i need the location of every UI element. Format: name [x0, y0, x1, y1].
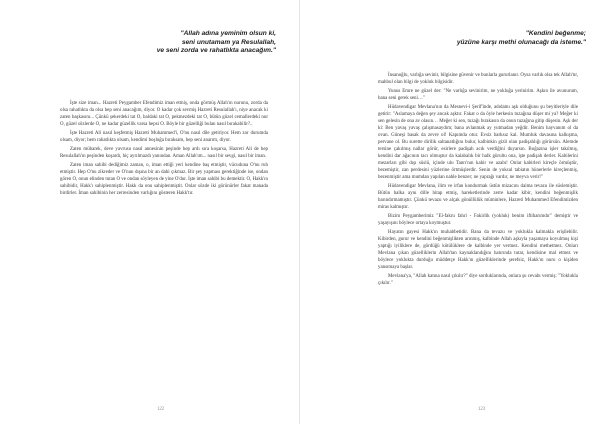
right-page [300, 0, 600, 424]
paragraph: Mevlana'ya, "Allah katına nasıl çıkılır?" diye sorduklarında, onlara şu cevabı vermiş: "Yoklukla çıkılır." [378, 274, 578, 287]
page-number: 123 [478, 407, 486, 412]
paragraph: Bizim Peygamberimiz "El-fakru fahri - Fakirlik (yokluk) benim iftiharımdır" demiştir ve yaşayışını böylece ortaya koymuştur. [378, 214, 578, 227]
paragraph: Yunus Emre ne güzel der: "Ne varlığa sevinirim, ne yokluğa yerinirim. Aşkın ile avunurum, bana seni gerek seni…" [378, 88, 578, 101]
paragraph: Zaten iman sahibi dediğimiz zaman, o, iman ettiği yeri kendine baş etmiştir, vücuduna O'nu ruh etmiştir. Hep O'nu zikreder ve O'nun dışına bir an dahi çıkmaz. Bir şey yapması gerektiğinde ise, ondan gören O, onun elinden tutan O ve ondan söyleyen de yine O'dur. İşte iman sahibi bu demektir. O, Hakk'ın sahibidir, Hakk'ı sahiplenmiştir. Hakk da onu sahiplenmiştir. Onlar sözde iki görünürler fakat manada birdirler. İman sahibinin her zerresinden varlığını gösteren Hakk'tır. [60, 162, 269, 196]
epigraph-line: yüzüne karşı methi olunacağı da isteme." [456, 38, 586, 46]
epigraph-line: ve seni zorda ve rahatlıkta anacağım." [156, 47, 276, 55]
paragraph: İnsanoğlu, varlığa sevinir, bilgisine güvenir ve bunlarla gururlanır. Oysa varlık olsa tek Allah'tır, mahbul olan bilgi de yokluk bilgisidir. [378, 73, 578, 86]
right-page-epigraph [457, 30, 586, 47]
epigraph-line: "Kendini beğenme; [525, 30, 586, 37]
paragraph: Hüdavendigar Mevlana'nın da Mesnevi-i Şerif'inde, adıdamı aşk olduğunu şu beyitleriyle dile getirir: "Aslamaya değen şey ancak aşktır. Fakat o da öyle herkesin tuzağına düşer mi ya? Meğer ki sen gelesin de ona av olasın… Meğer ki sen, tuzağı bırakasın da onun tuzağına gitip düşesin. Aşk der ki: Ben yavaş yavaş çalışmasaydım; bana avlanmak ay yutmadan yeğdir. Benim hayvanım ol da ovan. Güneşi basak da zevre ol! Kapımda otur. Evsiz barksız kal. Mumluk davasına kalkışma, pervane ol. Bu surette dirilik saltanatlığını bulur, kalbinkin gizli olan padişahlığı görürsün. Alemde tersine çakılmış nallar görür, esirlere padişah acık verdiğini duyarsın. Boğazına işler takılmış, kendini dar ağacının tacı olmuştur da kalabalık bir halk gürultu ona, işte padişah derler. Kabilerini mezarları gibi dışı süslü, içinde ulu Tanrı'nın kahir ve azabı! Onlar kabirleri kireçle örmüştür, bezemiştir, zan perdesini yüzlerine örtmüşlerdir. Senin de yoksul tabiatın hünerlerle kireçlenmiş, bezenmiştir ama mumdan yapılan nahle benzer; ne yaprağı vardır, ne meyva verir!" [378, 104, 578, 181]
paragraph: Hüdavendigar Mevlana, ilim ve irfan kondurmak üstün mizacını daima tevazu ile süslemiştir. Bütün halka aynı dille hitap etmiş, hareketlerinde zerre kadar kibir, kendini beğenmişlik barındırmamıştır. Çünkü tevazu ve alçak gönüllülük müminlere, Hazreti Muhammed Efendimizden miras kalmıştır. [378, 184, 578, 211]
paragraph: İşte Hazreti Ali nasıl keşfetmiş Hazreti Muhammed'i, O'nu nasıl dile getiriyor. Hem zor durumda olsam, diyor; hem rahatlıkta olsam, kendimi boşluğa bıraksam, hep seni anarım, diyor. [60, 130, 268, 144]
left-page-body [60, 100, 268, 199]
epigraph-line: "Allah adına yeminim olsun ki, [180, 30, 276, 37]
left-page-epigraph [157, 30, 276, 56]
page-number: 122 [157, 407, 165, 412]
paragraph: Zaten mübarek, deve yavrusu nasıl annesinin peşinde hep ardı sıra koşarsa, Hazreti Ali de hep Resulallah'ın peşinden koşardı, hiç ayrılmazdı yanından. Aman Allah'ım... nasıl bir sevgi, nasıl bir iman. [60, 146, 268, 159]
paragraph: İşte size iman... Hazreti Peygamber Efendimiz iman etmiş, onda görmüş Allah'ın nurunu, zorda da olsa rahatlıkta da olsa hep seni anacağım, diyor. O kadar çok sevmiş Hazreti Resulallah'ı, niye anacak ki zaten başkasını... Çünkü şekerdeki tat O, baldaki tat O, pekmezdeki tat O, bütün güzel cemallerdeki nur O, güzel sözlerde O, ne kadar güzellik varsa hepsi O. Böyle bir güzelliği bulan nasıl bırakabilir?.. [60, 101, 268, 128]
epigraph-line: seni unutamam ya Resulallah, [181, 38, 276, 46]
right-page-body [378, 72, 578, 289]
paragraph: Hayatın gayesi Hakk'ın muhabbetidir. Bana da tevazu ve yoklukla kalmakla erişilebilir. Kibirden, gurur ve kendini beğenmişlikten arınmış, kalbinde Allah aşkıyla yaşamaya koyulmuş kişi yaptığı iyiliklere de, gördüğü kötülüklere de kalbinde yer vermez. Kendini methetmez. Onları Mevlana çıkan güzelliklerin Allah'tan kaynaklandığını hatırında tutar, kendisine mal etmez ve böylece yoklukta durduğu müddetçe Hakk'ın güzelliklerinde şerefsiz, Hakk'ın nuru o kişiden yansımaya başlar. [378, 229, 578, 271]
